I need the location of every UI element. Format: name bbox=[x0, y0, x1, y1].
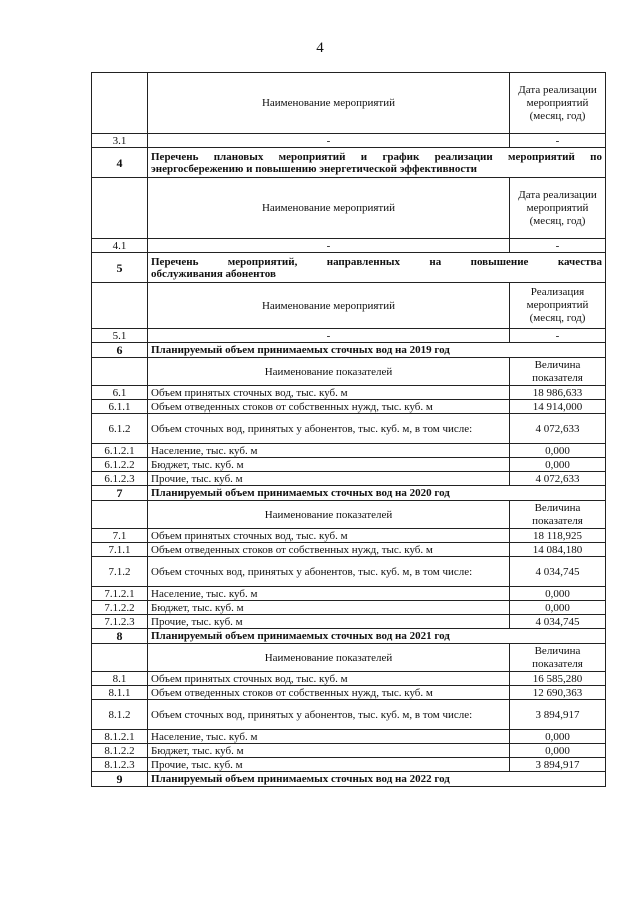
row-value: 16 585,280 bbox=[510, 672, 606, 686]
row-name: Объем отведенных стоков от собственных нужд, тыс. куб. м bbox=[148, 543, 510, 557]
row-name: Объем принятых сточных вод, тыс. куб. м bbox=[148, 386, 510, 400]
row-name: Бюджет, тыс. куб. м bbox=[148, 744, 510, 758]
row-value: 18 986,633 bbox=[510, 386, 606, 400]
row-name: - bbox=[148, 134, 510, 148]
row-num: 8.1.2.1 bbox=[92, 730, 148, 744]
table-row bbox=[92, 587, 606, 601]
table-row bbox=[92, 672, 606, 686]
section-row-s8 bbox=[92, 629, 606, 644]
document-table bbox=[91, 72, 606, 787]
row-name: Население, тыс. куб. м bbox=[148, 444, 510, 458]
row-name: - bbox=[148, 239, 510, 253]
row-num: 6.1.2.2 bbox=[92, 458, 148, 472]
table-row bbox=[92, 400, 606, 414]
row-value: - bbox=[510, 329, 606, 343]
row-name: Объем принятых сточных вод, тыс. куб. м bbox=[148, 672, 510, 686]
section-title-line-2: энергосбережению и повышению энергетической эффективности bbox=[151, 162, 478, 175]
table-row bbox=[92, 239, 606, 253]
row-num: 6.1.1 bbox=[92, 400, 148, 414]
row-num: 5.1 bbox=[92, 329, 148, 343]
row-num: 8.1.2.2 bbox=[92, 744, 148, 758]
table-row bbox=[92, 134, 606, 148]
row-value: 0,000 bbox=[510, 587, 606, 601]
row-name: Объем отведенных стоков от собственных нужд, тыс. куб. м bbox=[148, 686, 510, 700]
table-row bbox=[92, 615, 606, 629]
row-num: 7.1.2.3 bbox=[92, 615, 148, 629]
row-num: 8.1 bbox=[92, 672, 148, 686]
row-num: 8.1.2 bbox=[92, 700, 148, 730]
row-name: Объем сточных вод, принятых у абонентов, тыс. куб. м, в том числе: bbox=[148, 700, 510, 730]
section-num: 4 bbox=[92, 148, 148, 178]
row-value: 0,000 bbox=[510, 458, 606, 472]
table-row bbox=[92, 744, 606, 758]
row-num: 7.1.1 bbox=[92, 543, 148, 557]
row-value: 0,000 bbox=[510, 601, 606, 615]
row-name: Бюджет, тыс. куб. м bbox=[148, 601, 510, 615]
header-name-cell: Наименование мероприятий bbox=[148, 73, 510, 134]
row-name: Население, тыс. куб. м bbox=[148, 587, 510, 601]
table-row bbox=[92, 386, 606, 400]
header-row-s4 bbox=[92, 178, 606, 239]
section-title-line-2: обслуживания абонентов bbox=[151, 267, 276, 280]
table-row bbox=[92, 543, 606, 557]
table-row bbox=[92, 601, 606, 615]
section-row-s5 bbox=[92, 253, 606, 283]
page-number: 4 bbox=[316, 40, 324, 56]
section-num: 6 bbox=[92, 343, 148, 358]
row-num: 8.1.2.3 bbox=[92, 758, 148, 772]
header-name-cell: Наименование показателей bbox=[148, 358, 510, 386]
section-row-s7 bbox=[92, 486, 606, 501]
row-value: 4 072,633 bbox=[510, 414, 606, 444]
section-title bbox=[148, 148, 606, 178]
header-row-s5 bbox=[92, 283, 606, 329]
row-value: 0,000 bbox=[510, 730, 606, 744]
row-value: 0,000 bbox=[510, 744, 606, 758]
row-value: 4 072,633 bbox=[510, 472, 606, 486]
section-num: 8 bbox=[92, 629, 148, 644]
table-row bbox=[92, 758, 606, 772]
table-row bbox=[92, 472, 606, 486]
row-value: 4 034,745 bbox=[510, 557, 606, 587]
table-row bbox=[92, 700, 606, 730]
table-row bbox=[92, 730, 606, 744]
header-row-s3 bbox=[92, 73, 606, 134]
header-date-cell: Дата реализации мероприятий (месяц, год) bbox=[510, 178, 606, 239]
row-num: 4.1 bbox=[92, 239, 148, 253]
row-value: 3 894,917 bbox=[510, 758, 606, 772]
section-title: Планируемый объем принимаемых сточных вод на 2022 год bbox=[148, 772, 606, 787]
section-num: 7 bbox=[92, 486, 148, 501]
header-value-cell: Величина показателя bbox=[510, 501, 606, 529]
row-num: 6.1.2 bbox=[92, 414, 148, 444]
header-row-s6 bbox=[92, 358, 606, 386]
row-value: 4 034,745 bbox=[510, 615, 606, 629]
row-num: 3.1 bbox=[92, 134, 148, 148]
row-name: Прочие, тыс. куб. м bbox=[148, 615, 510, 629]
table-row bbox=[92, 444, 606, 458]
section-num: 9 bbox=[92, 772, 148, 787]
row-name: - bbox=[148, 329, 510, 343]
row-name: Прочие, тыс. куб. м bbox=[148, 758, 510, 772]
row-name: Население, тыс. куб. м bbox=[148, 730, 510, 744]
section-row-s9 bbox=[92, 772, 606, 787]
row-name: Объем сточных вод, принятых у абонентов, тыс. куб. м, в том числе: bbox=[148, 414, 510, 444]
header-value-cell: Величина показателя bbox=[510, 644, 606, 672]
section-title-line-1: Перечень плановых мероприятий и график реализации мероприятий по bbox=[151, 150, 602, 163]
table-row bbox=[92, 529, 606, 543]
row-value: 18 118,925 bbox=[510, 529, 606, 543]
row-name: Прочие, тыс. куб. м bbox=[148, 472, 510, 486]
row-value: 14 914,000 bbox=[510, 400, 606, 414]
header-num-cell bbox=[92, 501, 148, 529]
row-name: Объем сточных вод, принятых у абонентов, тыс. куб. м, в том числе: bbox=[148, 557, 510, 587]
section-title: Планируемый объем принимаемых сточных вод на 2021 год bbox=[148, 629, 606, 644]
section-title-line-1: Перечень мероприятий, направленных на повышение качества bbox=[151, 255, 602, 268]
row-num: 6.1.2.3 bbox=[92, 472, 148, 486]
section-title bbox=[148, 253, 606, 283]
row-num: 7.1.2.1 bbox=[92, 587, 148, 601]
table-row bbox=[92, 686, 606, 700]
row-num: 7.1 bbox=[92, 529, 148, 543]
row-num: 7.1.2.2 bbox=[92, 601, 148, 615]
table-row bbox=[92, 414, 606, 444]
header-name-cell: Наименование показателей bbox=[148, 644, 510, 672]
header-num-cell bbox=[92, 178, 148, 239]
table-row bbox=[92, 329, 606, 343]
row-value: 14 084,180 bbox=[510, 543, 606, 557]
header-date-cell: Дата реализации мероприятий (месяц, год) bbox=[510, 73, 606, 134]
header-num-cell bbox=[92, 283, 148, 329]
row-name: Объем отведенных стоков от собственных нужд, тыс. куб. м bbox=[148, 400, 510, 414]
header-num-cell bbox=[92, 73, 148, 134]
header-row-s8 bbox=[92, 644, 606, 672]
row-name: Бюджет, тыс. куб. м bbox=[148, 458, 510, 472]
row-num: 6.1 bbox=[92, 386, 148, 400]
header-realization-cell: Реализация мероприятий (месяц, год) bbox=[510, 283, 606, 329]
header-num-cell bbox=[92, 358, 148, 386]
header-name-cell: Наименование показателей bbox=[148, 501, 510, 529]
row-value: - bbox=[510, 239, 606, 253]
section-row-s4 bbox=[92, 148, 606, 178]
section-title: Планируемый объем принимаемых сточных вод на 2020 год bbox=[148, 486, 606, 501]
header-num-cell bbox=[92, 644, 148, 672]
row-num: 6.1.2.1 bbox=[92, 444, 148, 458]
row-value: 3 894,917 bbox=[510, 700, 606, 730]
table-row bbox=[92, 557, 606, 587]
header-value-cell: Величина показателя bbox=[510, 358, 606, 386]
table-row bbox=[92, 458, 606, 472]
row-num: 8.1.1 bbox=[92, 686, 148, 700]
header-name-cell: Наименование мероприятий bbox=[148, 178, 510, 239]
row-name: Объем принятых сточных вод, тыс. куб. м bbox=[148, 529, 510, 543]
header-name-cell: Наименование мероприятий bbox=[148, 283, 510, 329]
row-value: 12 690,363 bbox=[510, 686, 606, 700]
section-num: 5 bbox=[92, 253, 148, 283]
header-row-s7 bbox=[92, 501, 606, 529]
row-value: - bbox=[510, 134, 606, 148]
section-title: Планируемый объем принимаемых сточных вод на 2019 год bbox=[148, 343, 606, 358]
row-value: 0,000 bbox=[510, 444, 606, 458]
row-num: 7.1.2 bbox=[92, 557, 148, 587]
section-row-s6 bbox=[92, 343, 606, 358]
